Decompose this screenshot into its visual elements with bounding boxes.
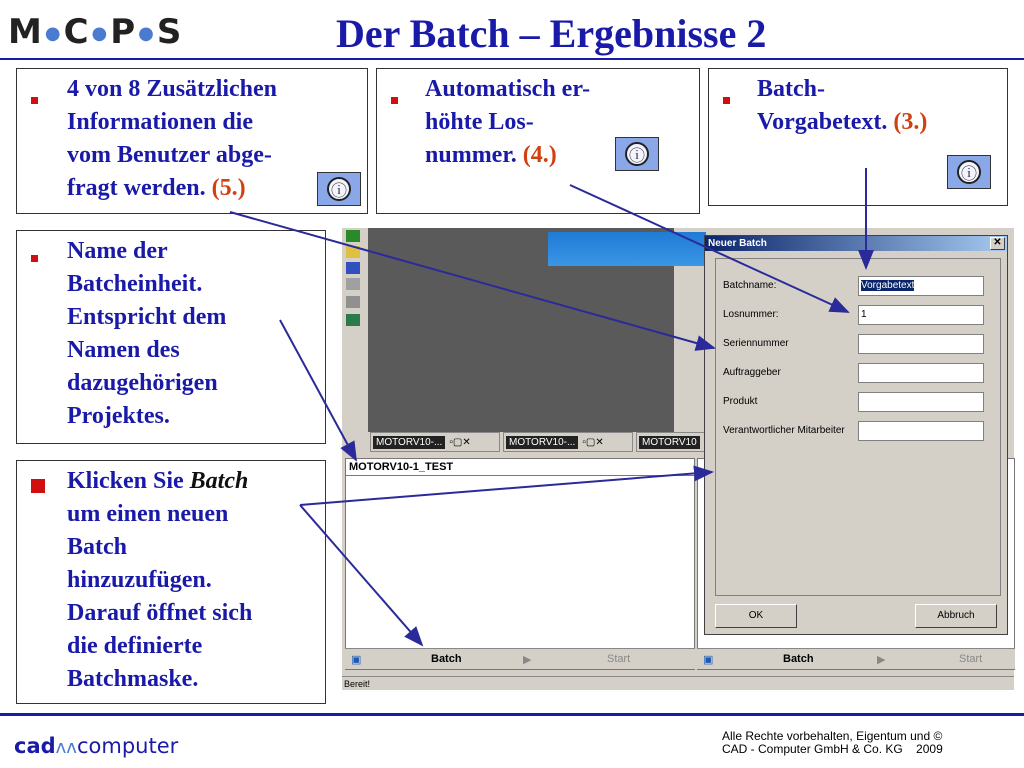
start-button[interactable]: Start bbox=[959, 653, 983, 665]
logo-dot: ● bbox=[138, 23, 155, 44]
field-label-batchname: Batchname: bbox=[723, 280, 777, 291]
text-line: um einen neuen bbox=[67, 501, 229, 527]
text-line: Batch- bbox=[757, 76, 825, 102]
cad-computer-logo bbox=[14, 734, 178, 758]
logo-letter: M bbox=[8, 12, 43, 52]
info-glyph: ⓘ bbox=[625, 142, 649, 166]
batch-button[interactable]: Batch bbox=[783, 653, 814, 665]
reference-number: (4.) bbox=[522, 142, 557, 168]
start-button[interactable]: Start bbox=[607, 653, 631, 665]
window-controls-icon[interactable]: ▫▢✕ bbox=[449, 436, 471, 448]
text-line: Informationen die bbox=[67, 109, 253, 135]
text-line: Vorgabetext. bbox=[757, 109, 888, 135]
reference-number: (3.) bbox=[893, 109, 928, 135]
start-icon: ▶ bbox=[877, 653, 886, 666]
text-line: Darauf öffnet sich bbox=[67, 600, 253, 626]
field-label-produkt: Produkt bbox=[723, 396, 758, 407]
copyright-line: CAD - Computer GmbH & Co. KG 2009 bbox=[722, 742, 943, 756]
taskbar-window-label: MOTORV10 bbox=[639, 436, 700, 449]
footer-divider bbox=[0, 713, 1024, 716]
field-label-losnummer: Losnummer: bbox=[723, 309, 779, 320]
text-line: höhte Los- bbox=[425, 109, 534, 135]
batch-button[interactable]: Batch bbox=[431, 653, 462, 665]
window-controls-icon[interactable]: ▫▢✕ bbox=[582, 436, 604, 448]
arrow-to-losnummer bbox=[570, 185, 848, 312]
taskbar-window-label: MOTORV10-... bbox=[506, 436, 578, 449]
close-icon[interactable]: ✕ bbox=[990, 237, 1005, 250]
arrow-to-fields bbox=[230, 212, 714, 348]
taskbar-window-label: MOTORV10-... bbox=[373, 436, 445, 449]
dialog-title: Neuer Batch bbox=[708, 238, 767, 249]
batch-icon: ▣ bbox=[351, 653, 362, 666]
arrow-to-batch-button bbox=[300, 505, 422, 645]
text-line: Namen des bbox=[67, 337, 180, 363]
slide-title: Der Batch – Ergebnisse 2 bbox=[336, 11, 767, 56]
logo-letter: P bbox=[110, 12, 137, 52]
logo-letter: S bbox=[156, 12, 183, 52]
cancel-button[interactable]: Abbruch bbox=[915, 604, 997, 628]
logo-dot: ● bbox=[44, 23, 62, 44]
text-line: Batch bbox=[67, 534, 127, 560]
logo-computer: computer bbox=[76, 734, 179, 758]
field-label-auftraggeber: Auftraggeber bbox=[723, 367, 781, 378]
batch-icon: ▣ bbox=[703, 653, 714, 666]
text-line: Automatisch er- bbox=[425, 76, 591, 102]
logo-cad: cad bbox=[14, 734, 56, 758]
copyright-notice bbox=[722, 730, 943, 756]
text-line: Batcheinheit. bbox=[67, 271, 203, 297]
text-line: 4 von 8 Zusätzlichen bbox=[67, 76, 278, 102]
info-glyph: ⓘ bbox=[327, 177, 351, 201]
text-line: dazugehörigen bbox=[67, 370, 218, 396]
text-line: vom Benutzer abge- bbox=[67, 142, 272, 168]
arrow-to-dialog bbox=[300, 472, 712, 505]
status-bar: Bereit! bbox=[342, 676, 1014, 690]
logo-letter: C bbox=[63, 12, 90, 52]
text-line: Name der bbox=[67, 238, 168, 264]
text-line: nummer. bbox=[425, 142, 517, 168]
logo-dot: ● bbox=[91, 23, 109, 44]
batchname-value: Vorgabetext bbox=[861, 280, 915, 291]
text-line: hinzuzufügen. bbox=[67, 567, 212, 593]
text-line: die definierte bbox=[67, 633, 203, 659]
text-line: Projektes. bbox=[67, 403, 170, 429]
reference-number: (5.) bbox=[211, 175, 246, 201]
text-line: Entspricht dem bbox=[67, 304, 227, 330]
losnummer-input[interactable]: 1 bbox=[858, 305, 984, 325]
field-label-mitarbeiter: Verantwortlicher Mitarbeiter bbox=[723, 425, 845, 436]
ok-button[interactable]: OK bbox=[715, 604, 797, 628]
text-line: fragt werden. bbox=[67, 175, 206, 201]
info-glyph: ⓘ bbox=[957, 160, 981, 184]
text-line: Klicken Sie bbox=[67, 468, 190, 494]
text-line: Batchmaske. bbox=[67, 666, 199, 692]
pulse-icon: ᴧᴧ bbox=[55, 737, 77, 758]
start-icon: ▶ bbox=[523, 653, 532, 666]
field-label-seriennummer: Seriennummer bbox=[723, 338, 789, 349]
arrow-to-panel-title bbox=[280, 320, 356, 460]
panel-title: MOTORV10-1_TEST bbox=[346, 459, 694, 476]
copyright-line: Alle Rechte vorbehalten, Eigentum und © bbox=[722, 729, 943, 743]
emphasis-batch: Batch bbox=[189, 468, 249, 494]
